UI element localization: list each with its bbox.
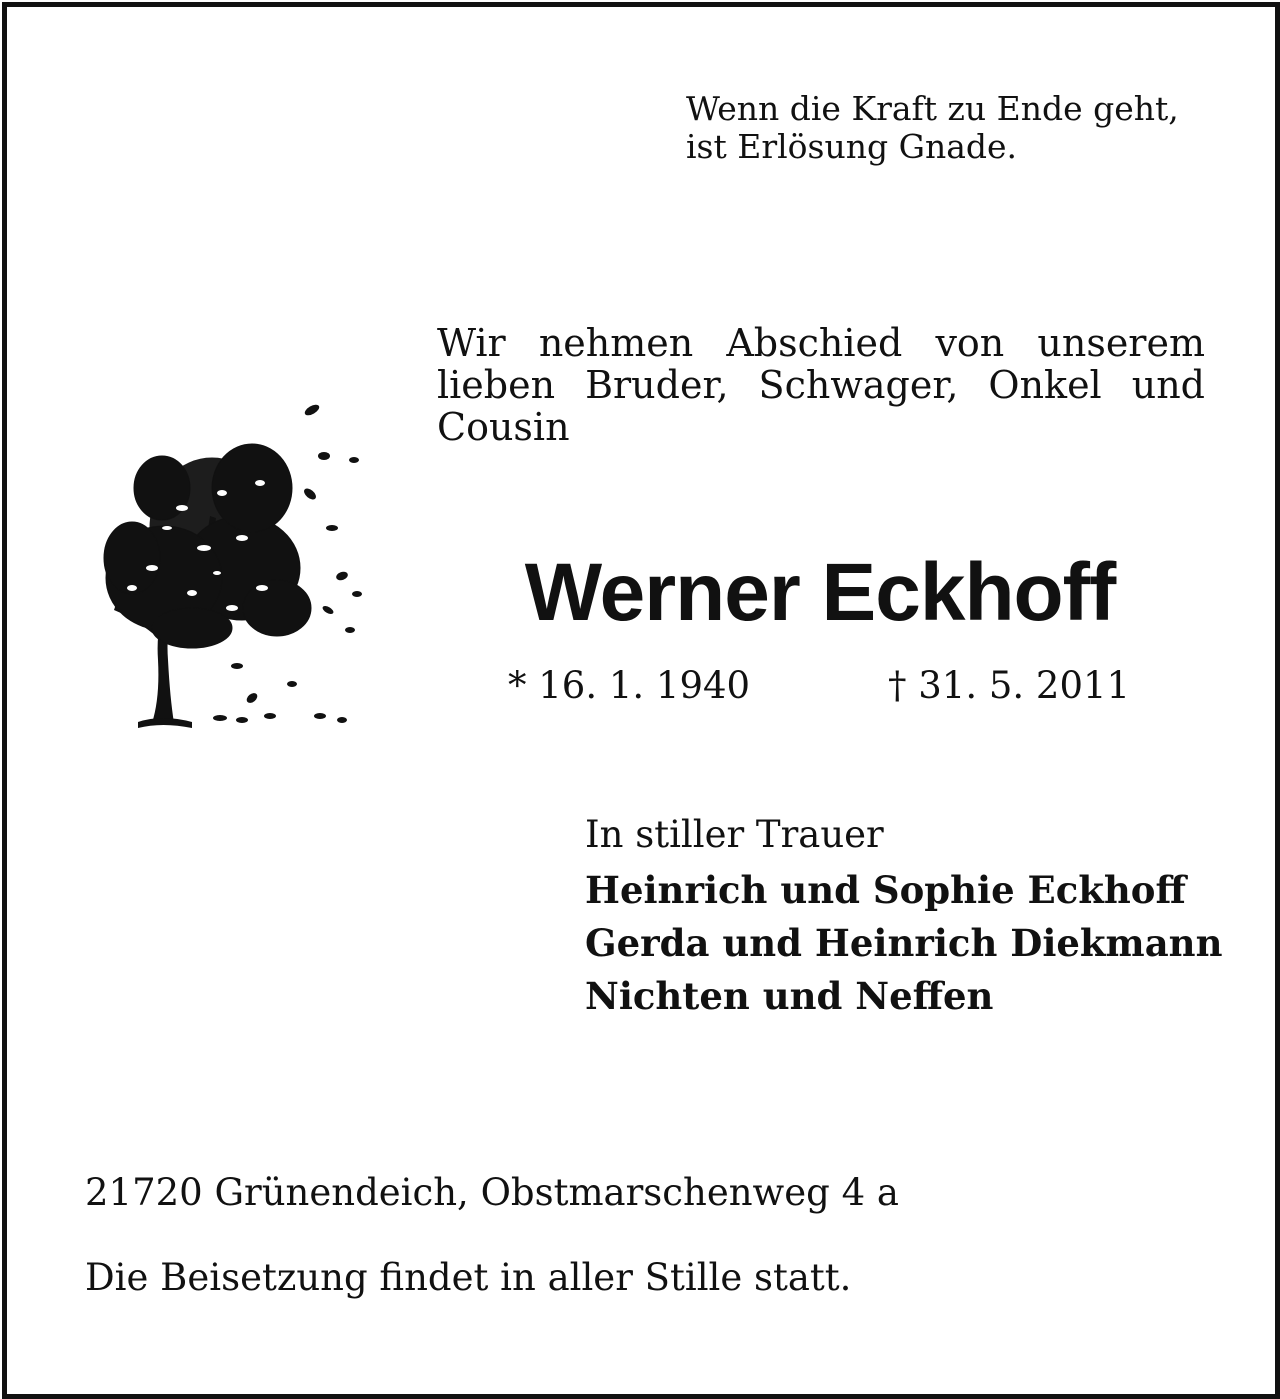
mourner-names [585,864,1222,1023]
mourners-block [585,810,1222,1023]
mourner-name: Gerda und Heinrich Diekmann [585,921,1223,965]
motto-line: ist Erlösung Gnade. [686,127,1018,166]
intro-line: Wir nehmen Abschied von unserem [437,321,1205,365]
intro-line: lieben Bruder, Schwager, Onkel und [437,363,1205,407]
tree-ground [138,718,192,728]
mourner-name: Nichten und Neffen [585,974,994,1018]
address: 21720 Grünendeich, Obstmarschenweg 4 a [85,1171,899,1214]
birth-date: * 16. 1. 1940 [508,664,751,707]
intro-line: Cousin [437,405,570,449]
mourning-intro: In stiller Trauer [585,813,884,856]
burial-note: Die Beisetzung findet in aller Stille statt. [85,1256,852,1299]
farewell-intro [437,322,1205,448]
motto-line: Wenn die Kraft zu Ende geht, [686,89,1179,128]
motto [686,90,1179,166]
deceased-name: Werner Eckhoff [524,547,1116,638]
windblown-tree-icon [92,398,372,738]
mourner-name: Heinrich und Sophie Eckhoff [585,868,1186,912]
death-date: † 31. 5. 2011 [888,664,1131,707]
